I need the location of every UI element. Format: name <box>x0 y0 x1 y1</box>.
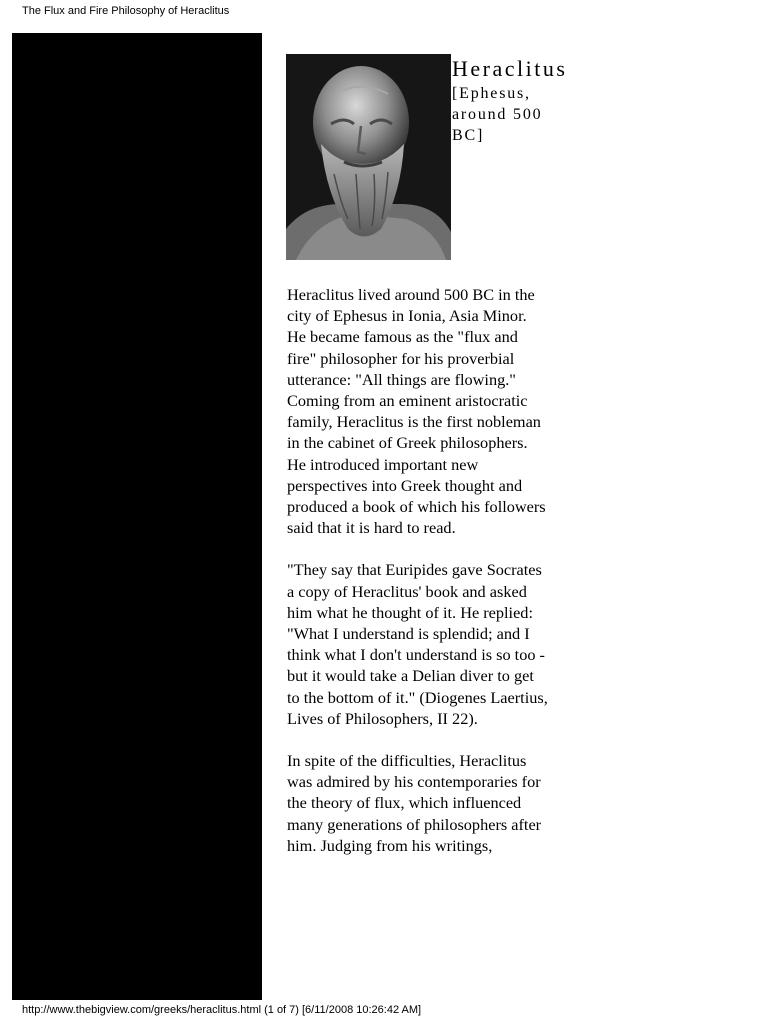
paragraph: Heraclitus lived around 500 BC in the city of Ephesus in Ionia, Asia Minor. He became famous as the "flux and fire" philosopher for his proverbial utterance: "All things are flowing." Coming from an eminent aristocratic family, Heraclitus is the first nobleman in the cabinet of Greek philosophers. He introduced important new perspectives into Greek thought and produced a book of which his followers said that it is hard to read. <box>287 285 546 538</box>
article-subheading: [Ephesus, around 500 BC] <box>452 85 543 144</box>
page-footer-url: http://www.thebigview.com/greeks/heraclitus.html (1 of 7) [6/11/2008 10:26:42 AM] <box>22 1004 422 1016</box>
article-body <box>287 284 549 877</box>
paragraph: In spite of the difficulties, Heraclitus was admired by his contemporaries for the theory of flux, which influenced many generations of philosophers after him. Judging from his writings, <box>287 751 542 855</box>
page-header-title: The Flux and Fire Philosophy of Heraclitus <box>22 5 230 17</box>
article-heading: Heraclitus <box>452 56 568 81</box>
title-block <box>452 55 592 146</box>
paragraph: "They say that Euripides gave Socrates a copy of Heraclitus' book and asked him what he thought of it. He replied: "What I understand is splendid; and I think what I don't understand is so too - but it would take a Delian diver to get to the bottom of it." (Diogenes Laertius, Lives of Philosophers, II 22). <box>287 560 548 728</box>
black-sidebar-panel <box>12 33 262 1000</box>
heraclitus-portrait-image <box>286 54 451 260</box>
